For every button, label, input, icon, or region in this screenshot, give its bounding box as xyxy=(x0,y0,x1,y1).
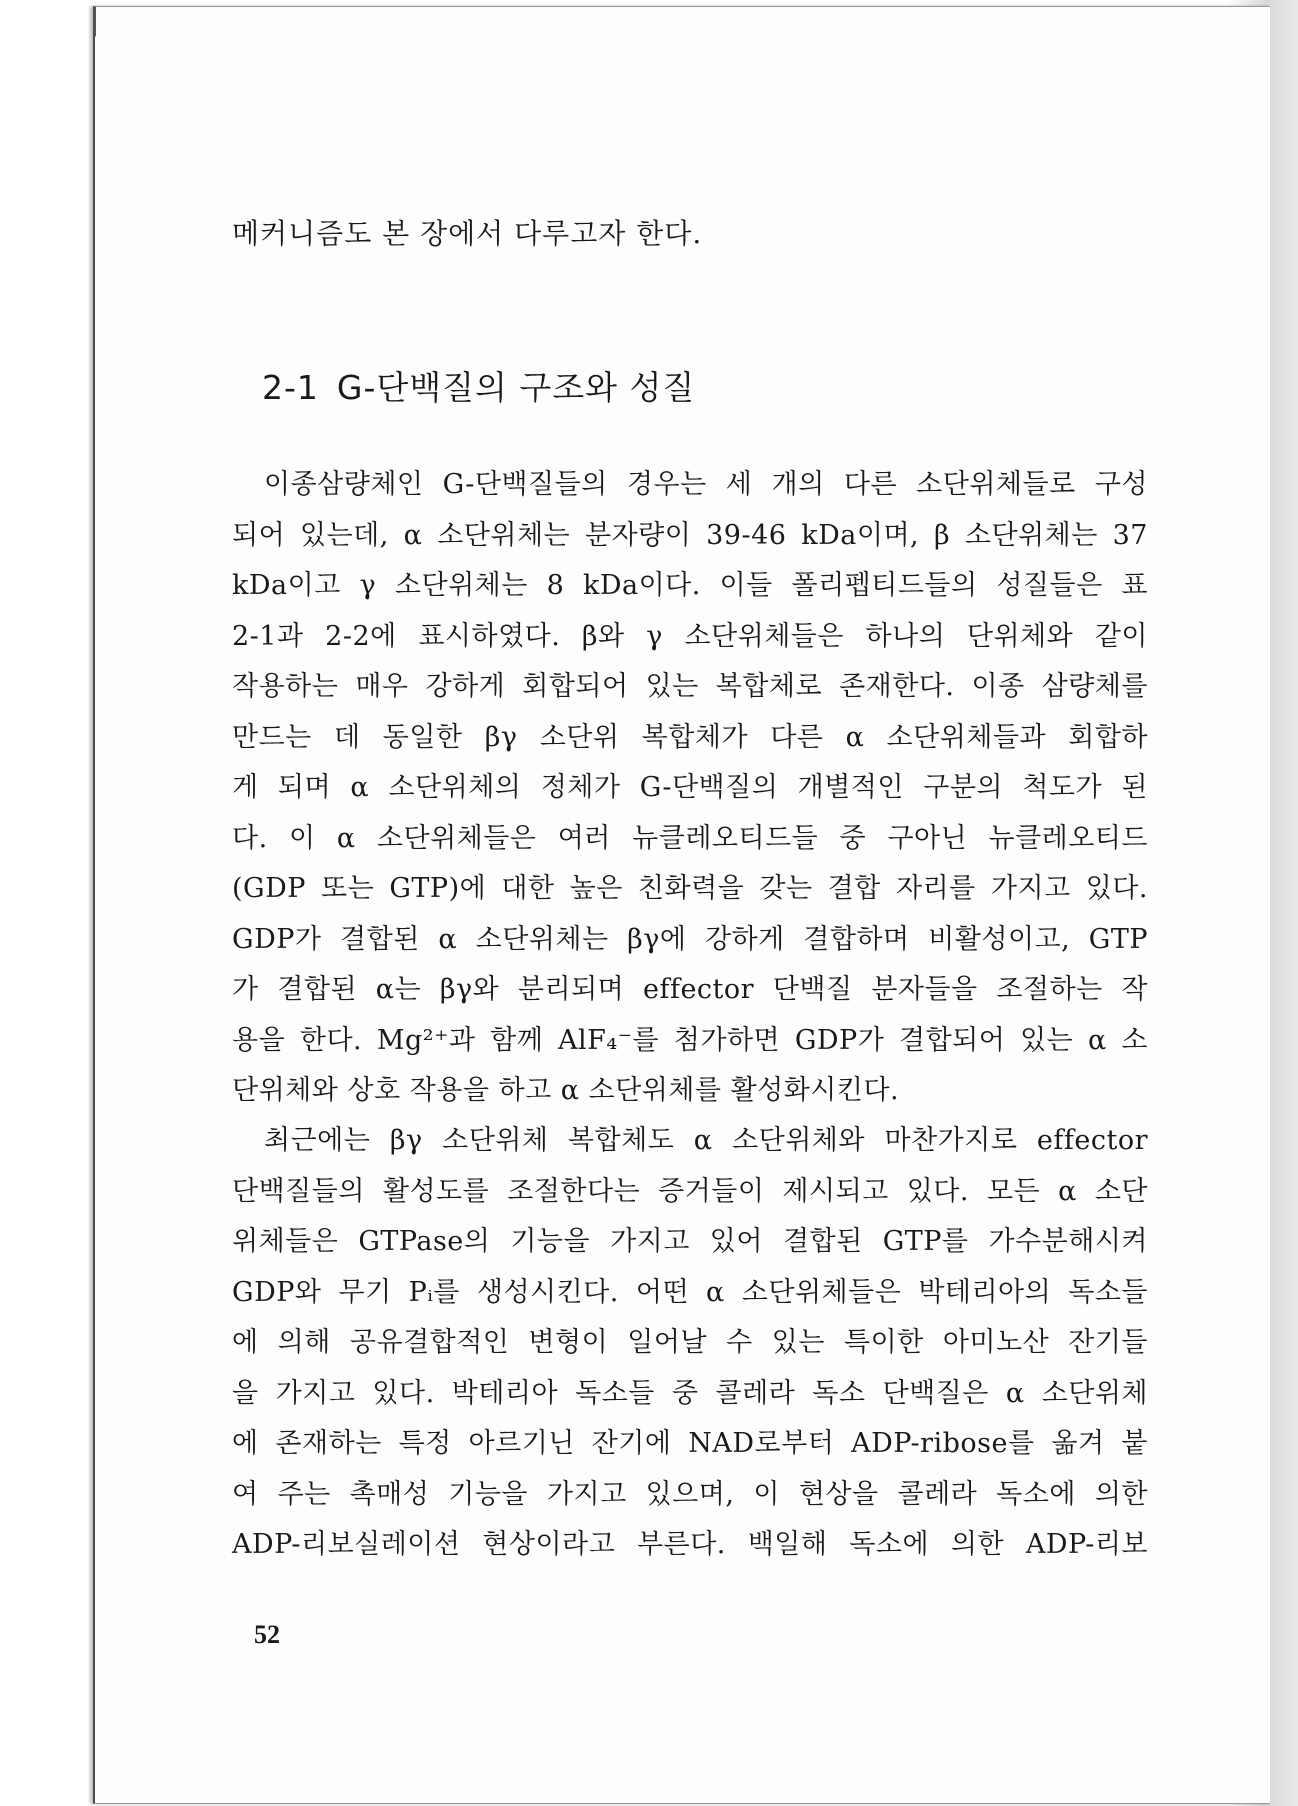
paragraph-line: 최근에는 βγ 소단위체 복합체도 α 소단위체와 마찬가지로 effector xyxy=(264,1125,1148,1156)
paragraph-line: GDP가 결합된 α 소단위체는 βγ에 강하게 결합하며 비활성이고, GTP xyxy=(232,923,1148,955)
paragraph-line: 여 주는 촉매성 기능을 가지고 있으며, 이 현상을 콜레라 독소에 의한 xyxy=(232,1478,1148,1510)
section-heading xyxy=(262,362,695,409)
intro-sentence: 메커니즘도 본 장에서 다루고자 한다. xyxy=(232,217,703,250)
paragraph-line: 단위체와 상호 작용을 하고 α 소단위체를 활성화시킨다. xyxy=(232,1075,900,1106)
page-number: 52 xyxy=(254,1620,280,1649)
paragraph-line: 을 가지고 있다. 박테리아 독소들 중 콜레라 독소 단백질은 α 소단위체 xyxy=(232,1377,1148,1409)
paragraph-line: 단백질들의 활성도를 조절한다는 증거들이 제시되고 있다. 모든 α 소단 xyxy=(232,1175,1148,1207)
paragraph-1 xyxy=(232,460,1148,1117)
paragraph-line: 에 의해 공유결합적인 변형이 일어날 수 있는 특이한 아미노산 잔기들 xyxy=(232,1327,1148,1358)
paragraph-line: ADP-리보실레이션 현상이라고 부른다. 백일해 독소에 의한 ADP-리보 xyxy=(232,1529,1148,1560)
paragraph-line: 작용하는 매우 강하게 회합되어 있는 복합체로 존재한다. 이종 삼량체를 xyxy=(232,671,1148,702)
paragraph-line: 용을 한다. Mg²⁺과 함께 AlF₄⁻를 첨가하면 GDP가 결합되어 있는 α 소 xyxy=(232,1024,1148,1056)
paragraph-line: 만드는 데 동일한 βγ 소단위 복합체가 다른 α 소단위체들과 회합하 xyxy=(232,721,1148,753)
paragraph-line: kDa이고 γ 소단위체는 8 kDa이다. 이들 폴리펩티드들의 성질들은 표 xyxy=(232,570,1148,601)
paragraph-line: 이종삼량체인 G-단백질들의 경우는 세 개의 다른 소단위체들로 구성 xyxy=(264,469,1148,500)
paragraph-line: 가 결합된 α는 βγ와 분리되며 effector 단백질 분자들을 조절하는 작 xyxy=(232,974,1148,1005)
paragraph-2 xyxy=(232,1116,1148,1571)
section-number: 2-1 xyxy=(262,368,319,407)
paragraph-line: 게 되며 α 소단위체의 정체가 G-단백질의 개별적인 구분의 척도가 된 xyxy=(232,772,1148,803)
paragraph-line: GDP와 무기 Pᵢ를 생성시킨다. 어떤 α 소단위체들은 박테리아의 독소들 xyxy=(232,1276,1148,1308)
paragraph-line: 에 존재하는 특정 아르기닌 잔기에 NAD로부터 ADP-ribose를 옮겨 붙 xyxy=(232,1428,1148,1459)
paragraph-line: 되어 있는데, α 소단위체는 분자량이 39-46 kDa이며, β 소단위체는 37 xyxy=(232,519,1148,551)
paragraph-line: 위체들은 GTPase의 기능을 가지고 있어 결합된 GTP를 가수분해시켜 xyxy=(232,1226,1148,1257)
section-title: G-단백질의 구조와 성질 xyxy=(336,368,696,407)
paragraph-line: 다. 이 α 소단위체들은 여러 뉴클레오티드들 중 구아닌 뉴클레오티드 xyxy=(232,822,1148,854)
paragraph-line: 2-1과 2-2에 표시하였다. β와 γ 소단위체들은 하나의 단위체와 같이 xyxy=(232,620,1148,652)
paragraph-line: (GDP 또는 GTP)에 대한 높은 친화력을 갖는 결합 자리를 가지고 있다. xyxy=(232,873,1148,904)
